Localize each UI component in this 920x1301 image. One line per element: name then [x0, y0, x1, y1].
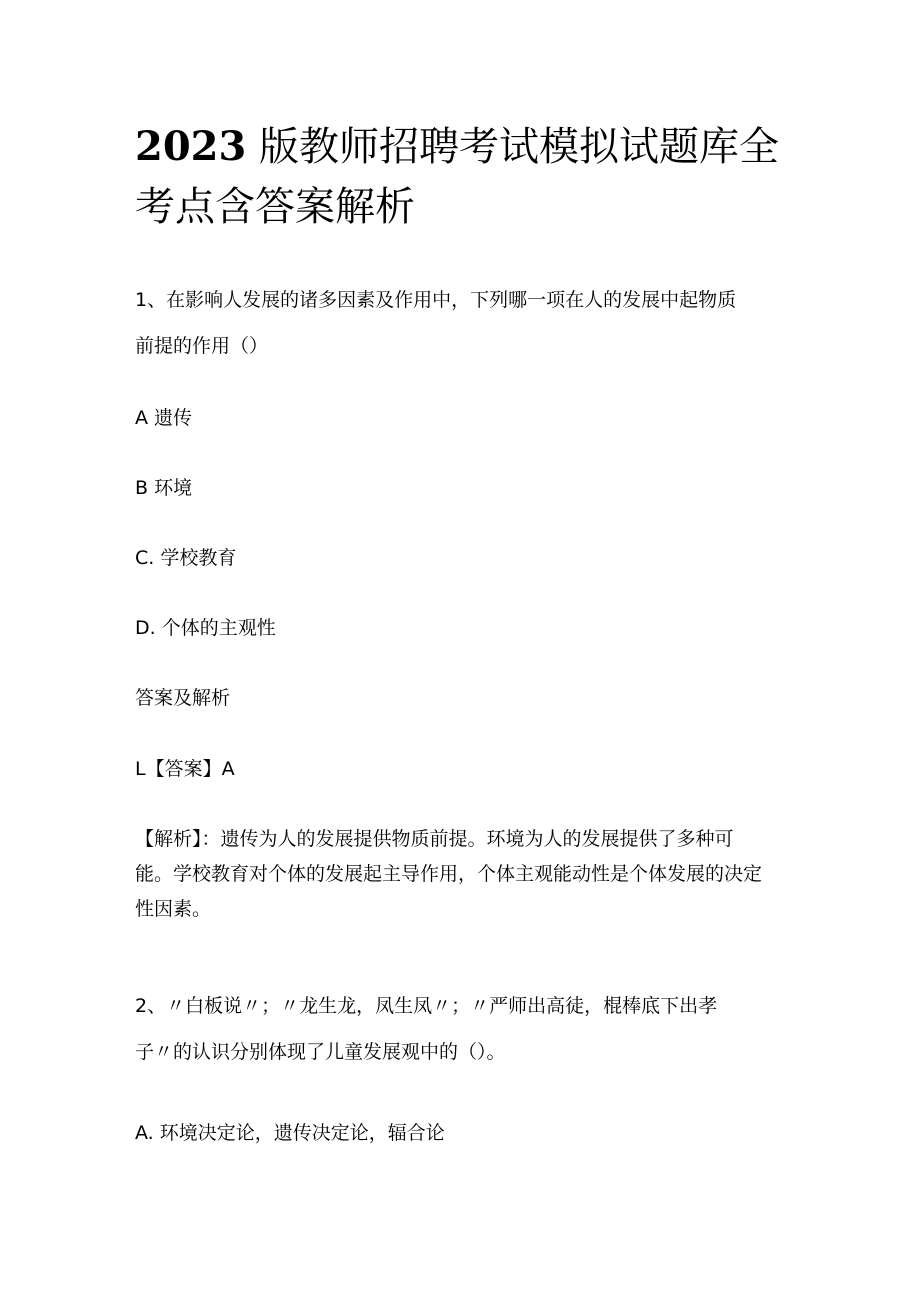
q1-analysis-line-1: 【解析】：遗传为人的发展提供物质前提。环境为人的发展提供了多种可	[135, 828, 734, 850]
q1-answer-heading: 答案及解析	[135, 687, 231, 709]
q2-stem-line-1: 2、〃白板说〃；〃龙生龙，凤生凤〃；〃严师出高徒，棍棒底下出孝	[135, 995, 718, 1017]
q1-option-d: D. 个体的主观性	[135, 617, 276, 639]
document-title	[135, 117, 795, 237]
title-line-1: 版教师招聘考试模拟试题库全	[246, 124, 780, 170]
q1-option-c: C. 学校教育	[135, 547, 237, 569]
q1-analysis-line-2: 能。学校教育对个体的发展起主导作用，个体主观能动性是个体发展的决定	[135, 863, 763, 885]
q1-stem-line-2: 前提的作用（）	[135, 335, 269, 357]
title-year: 2023	[135, 123, 247, 170]
q1-stem-line-1: 1、在影响人发展的诸多因素及作用中，下列哪一项在人的发展中起物质	[135, 289, 737, 311]
q1-analysis	[135, 822, 795, 927]
q1-analysis-line-3: 性因素。	[135, 898, 212, 920]
title-line-2: 考点含答案解析	[135, 184, 415, 230]
q2-option-a: A. 环境决定论，遗传决定论，辐合论	[135, 1122, 445, 1144]
q1-answer: L【答案】A	[135, 758, 235, 780]
q1-option-a: A 遗传	[135, 407, 193, 429]
q1-option-b: B 环境	[135, 477, 193, 499]
q2-stem-line-2: 子〃的认识分别体现了儿童发展观中的（）。	[135, 1041, 506, 1063]
